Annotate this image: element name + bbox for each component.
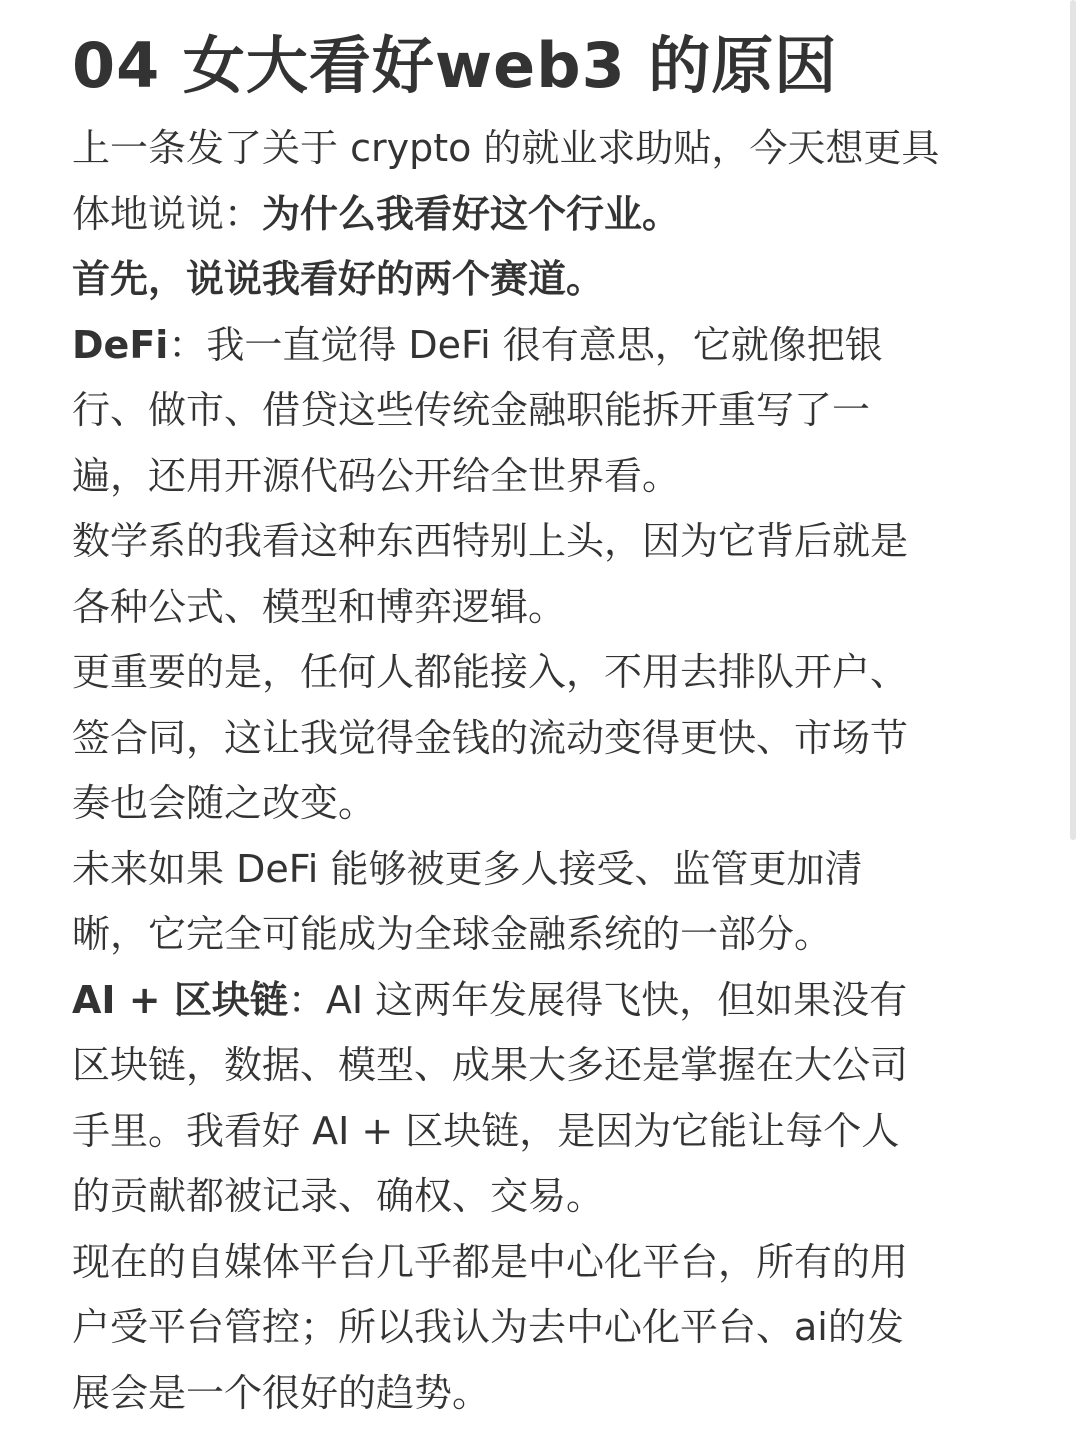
text-line (72, 313, 1012, 379)
text-segment: 现在的自媒体平台几乎都是中心化平台，所有的用 (72, 1239, 909, 1284)
text-line (72, 1361, 1012, 1427)
paragraph (72, 509, 1012, 640)
text-segment: 展会是一个很好的趋势。 (72, 1370, 491, 1415)
text-segment: 晰，它完全可能成为全球金融系统的一部分。 (72, 912, 833, 956)
text-line (72, 1033, 1012, 1099)
bold-text: AI + 区块链 (72, 977, 288, 1022)
text-segment: 户受平台管控；所以我认为去中心化平台、ai的发 (72, 1305, 904, 1349)
paragraph (72, 116, 1012, 247)
text-segment: 未来如果 DeFi 能够被更多人接受、监管更加清 (72, 846, 863, 891)
text-line (72, 706, 1012, 772)
text-segment: ：AI 这两年发展得飞快，但如果没有 (287, 977, 908, 1022)
text-segment: 奏也会随之改变。 (72, 781, 377, 825)
text-line (72, 116, 1012, 182)
text-line (72, 182, 1012, 248)
article-title: 04 女大看好web3 的原因 (72, 29, 838, 102)
bold-text: 为什么我看好这个行业。 (262, 191, 681, 236)
text-segment: 的贡献都被记录、确权、交易。 (72, 1174, 605, 1218)
text-line (72, 1295, 1012, 1361)
bold-text: DeFi (72, 322, 169, 367)
paragraph (72, 247, 1012, 313)
paragraph (72, 640, 1012, 837)
text-line (72, 837, 1012, 903)
article (72, 24, 1012, 1426)
paragraph (72, 1230, 1012, 1427)
text-segment: 区块链，数据、模型、成果大多还是掌握在大公司 (72, 1043, 909, 1087)
text-segment: 签合同，这让我觉得金钱的流动变得更快、市场节 (72, 715, 909, 760)
text-segment: 上一条发了关于 crypto 的就业求助贴，今天想更具 (72, 126, 940, 170)
text-line (72, 378, 1012, 444)
text-segment: 各种公式、模型和博弈逻辑。 (72, 584, 567, 629)
text-segment: ：我一直觉得 DeFi 很有意思，它就像把银 (168, 322, 883, 367)
text-segment: 遍，还用开源代码公开给全世界看。 (72, 453, 681, 498)
text-segment: 体地说说： (72, 191, 263, 236)
text-line (72, 640, 1012, 706)
scrollbar[interactable] (1070, 0, 1076, 840)
text-segment: 行、做市、借贷这些传统金融职能拆开重写了一 (72, 388, 871, 432)
text-segment: 数学系的我看这种东西特别上头，因为它背后就是 (72, 519, 909, 563)
text-line (72, 444, 1012, 510)
text-line (72, 1164, 1012, 1230)
text-line (72, 902, 1012, 968)
text-segment: 手里。我看好 AI + 区块链，是因为它能让每个人 (72, 1108, 900, 1153)
paragraph (72, 968, 1012, 1230)
article-body (72, 116, 1012, 1426)
text-line (72, 968, 1012, 1034)
bold-text: 首先，说说我看好的两个赛道。 (72, 257, 605, 301)
text-line (72, 575, 1012, 641)
paragraph (72, 313, 1012, 510)
text-segment: 更重要的是，任何人都能接入，不用去排队开户、 (72, 650, 909, 694)
text-line (72, 771, 1012, 837)
text-line (72, 247, 1012, 313)
text-line (72, 1230, 1012, 1296)
text-line (72, 1099, 1012, 1165)
paragraph (72, 837, 1012, 968)
text-line (72, 509, 1012, 575)
